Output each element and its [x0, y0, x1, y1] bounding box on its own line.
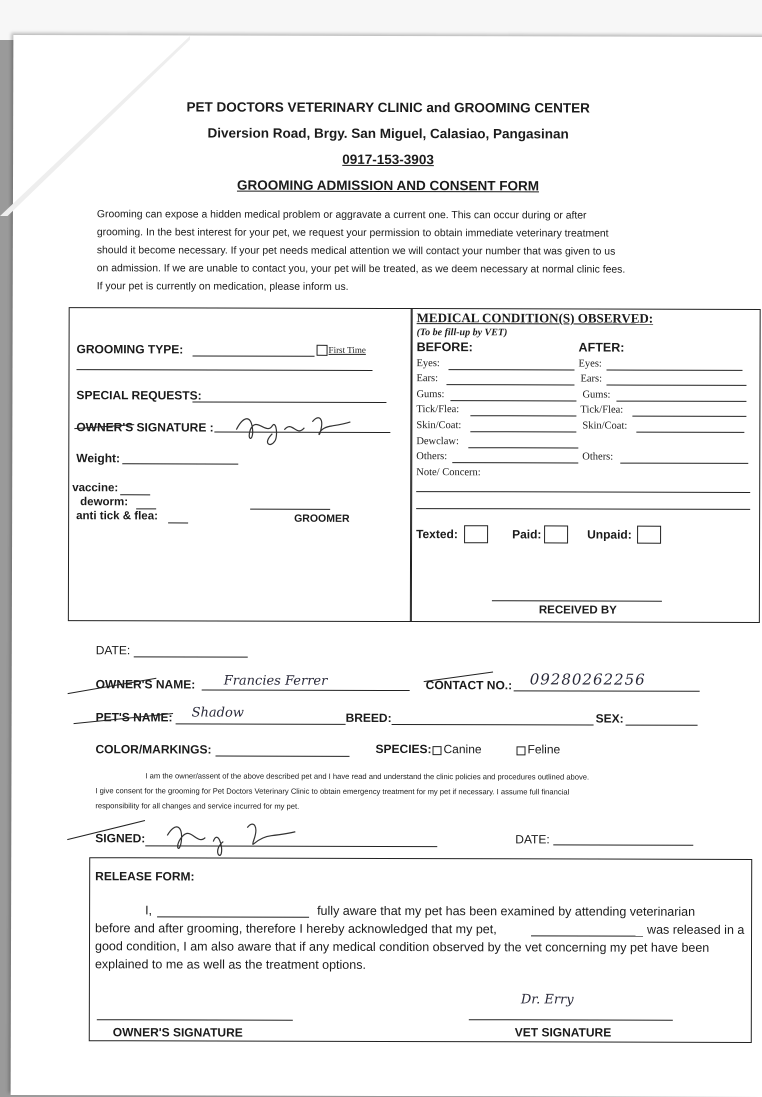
after-ears: Ears: [580, 373, 603, 385]
clinic-phone: 0917-153-3903 [342, 151, 434, 168]
medical-subtitle: (To be fill-up by VET) [416, 327, 508, 339]
intro-line: grooming. In the best interest for your pet, we request your permission to obtain immediate veterinary treatment [96, 227, 609, 240]
scan-background [0, 0, 762, 40]
intro-line: on admission. If we are unable to contact you, your pet will be treated, as we deem necessary at normal clinic fees. [96, 263, 626, 276]
grooming-type-label: GROOMING TYPE: [76, 342, 184, 357]
received-by-label: RECEIVED BY [538, 604, 617, 617]
release-line3: good condition, I am also aware that if any medical condition observed by the vet concerning my pet have been [94, 939, 710, 955]
after-heading: AFTER: [578, 340, 625, 355]
release-owner-signature-label: OWNER'S SIGNATURE [112, 1025, 243, 1040]
date-label: DATE: [95, 643, 131, 658]
vet-handwriting: Dr. Erry [520, 992, 574, 1008]
breed-field[interactable] [392, 724, 594, 726]
signed-signature-scribble [161, 815, 301, 859]
sex-field[interactable] [626, 725, 698, 726]
vaccine-field[interactable] [120, 494, 150, 495]
contact-field[interactable] [514, 690, 700, 691]
groomer-field[interactable] [250, 509, 330, 510]
consent-line: I am the owner/assent of the above described pet and I have read and understand the clinic policies and procedures outlined above. [145, 771, 590, 782]
paid-label: Paid: [512, 527, 542, 542]
species-label: SPECIES: [375, 741, 432, 757]
owner-name-value: Francies Ferrer [223, 673, 328, 689]
after-eyes: Eyes: [578, 358, 602, 370]
intro-paragraph [97, 206, 626, 297]
unpaid-checkbox[interactable] [637, 526, 661, 544]
deworm-label: deworm: [80, 496, 129, 509]
texted-label: Texted: [416, 527, 458, 542]
after-gums: Gums: [582, 389, 611, 401]
clinic-address: Diversion Road, Brgy. San Miguel, Calasiao, Pangasinan [207, 125, 569, 142]
first-time-label: First Time [328, 344, 366, 355]
release-line1-b: fully aware that my pet has been examined by attending veterinarian [317, 903, 696, 919]
date-field[interactable] [134, 656, 248, 657]
after-tick: Tick/Flea: [580, 404, 624, 416]
release-line4: explained to me as well as the treatment options. [94, 957, 366, 972]
before-heading: BEFORE: [416, 340, 473, 355]
owner-signature-label: OWNER'S SIGNATURE : [76, 420, 214, 435]
canine-checkbox[interactable] [433, 746, 442, 755]
signed-date-label: DATE: [515, 832, 550, 847]
pet-name-label: PET'S NAME: [95, 710, 173, 725]
before-tick: Tick/Flea: [416, 404, 460, 416]
consent-line: responsibility for all changes and service incurred for my pet. [95, 801, 300, 811]
consent-line: I give consent for the grooming for Pet Doctors Veterinary Clinic to obtain emergency treatment for my pet if necessary. I assume full financial [95, 786, 570, 797]
signed-label: SIGNED: [95, 831, 146, 846]
release-title: RELEASE FORM: [95, 869, 195, 884]
before-gums: Gums: [416, 389, 445, 401]
release-line1-a: I, [145, 903, 153, 918]
before-ears: Ears: [416, 373, 439, 385]
anti-tick-field[interactable] [168, 522, 188, 523]
owner-name-field[interactable] [202, 690, 410, 692]
before-others: Others: [416, 451, 448, 463]
feline-label: Feline [527, 742, 561, 757]
medical-title: MEDICAL CONDITION(S) OBSERVED: [416, 310, 654, 326]
weight-label: Weight: [76, 451, 121, 466]
release-line2-b: was released in a [647, 922, 745, 937]
pet-name-value: Shadow [191, 705, 244, 721]
before-dewclaw: Dewclaw: [416, 436, 459, 448]
intro-line: Grooming can expose a hidden medical problem or aggravate a current one. This can occur during or after [96, 209, 587, 222]
note-label: Note/ Concern: [416, 467, 481, 479]
after-skin: Skin/Coat: [582, 420, 628, 432]
release-vet-signature-label: VET SIGNATURE [514, 1025, 612, 1040]
deworm-field[interactable] [136, 508, 156, 509]
before-eyes: Eyes: [416, 358, 440, 370]
groomer-label: GROOMER [294, 512, 350, 525]
canine-label: Canine [443, 742, 482, 757]
unpaid-label: Unpaid: [587, 527, 632, 542]
vaccine-label: vaccine: [72, 482, 119, 495]
after-others: Others: [582, 451, 614, 463]
texted-checkbox[interactable] [464, 525, 488, 543]
paid-checkbox[interactable] [544, 525, 568, 543]
before-skin: Skin/Coat: [416, 420, 462, 432]
special-requests-label: SPECIAL REQUESTS: [76, 388, 202, 403]
contact-label: CONTACT NO.: [425, 678, 513, 693]
form-page [11, 35, 762, 1097]
first-time-checkbox[interactable] [317, 345, 328, 356]
pet-name-field[interactable] [176, 723, 346, 724]
signed-date-field[interactable] [553, 844, 693, 845]
intro-line: If your pet is currently on medication, please inform us. [96, 281, 349, 293]
release-line2-a: before and after grooming, therefore I hereby acknowledged that my pet, [95, 921, 497, 937]
anti-tick-label: anti tick & flea: [76, 510, 158, 523]
intro-line: should it become necessary. If your pet needs medical attention we will contact your number that was given to us [96, 245, 616, 258]
clinic-name: PET DOCTORS VETERINARY CLINIC and GROOMING CENTER [186, 99, 590, 116]
feline-checkbox[interactable] [517, 746, 526, 755]
medical-box [410, 308, 761, 623]
owner-signature-scribble [232, 408, 352, 448]
owner-name-label: OWNER'S NAME: [95, 677, 196, 692]
sex-label: SEX: [595, 711, 624, 726]
form-title: GROOMING ADMISSION AND CONSENT FORM [236, 177, 540, 194]
breed-label: BREED: [345, 710, 392, 725]
contact-value: 09280262256 [529, 670, 646, 689]
color-markings-label: COLOR/MARKINGS: [95, 742, 212, 757]
color-markings-field[interactable] [216, 756, 350, 757]
